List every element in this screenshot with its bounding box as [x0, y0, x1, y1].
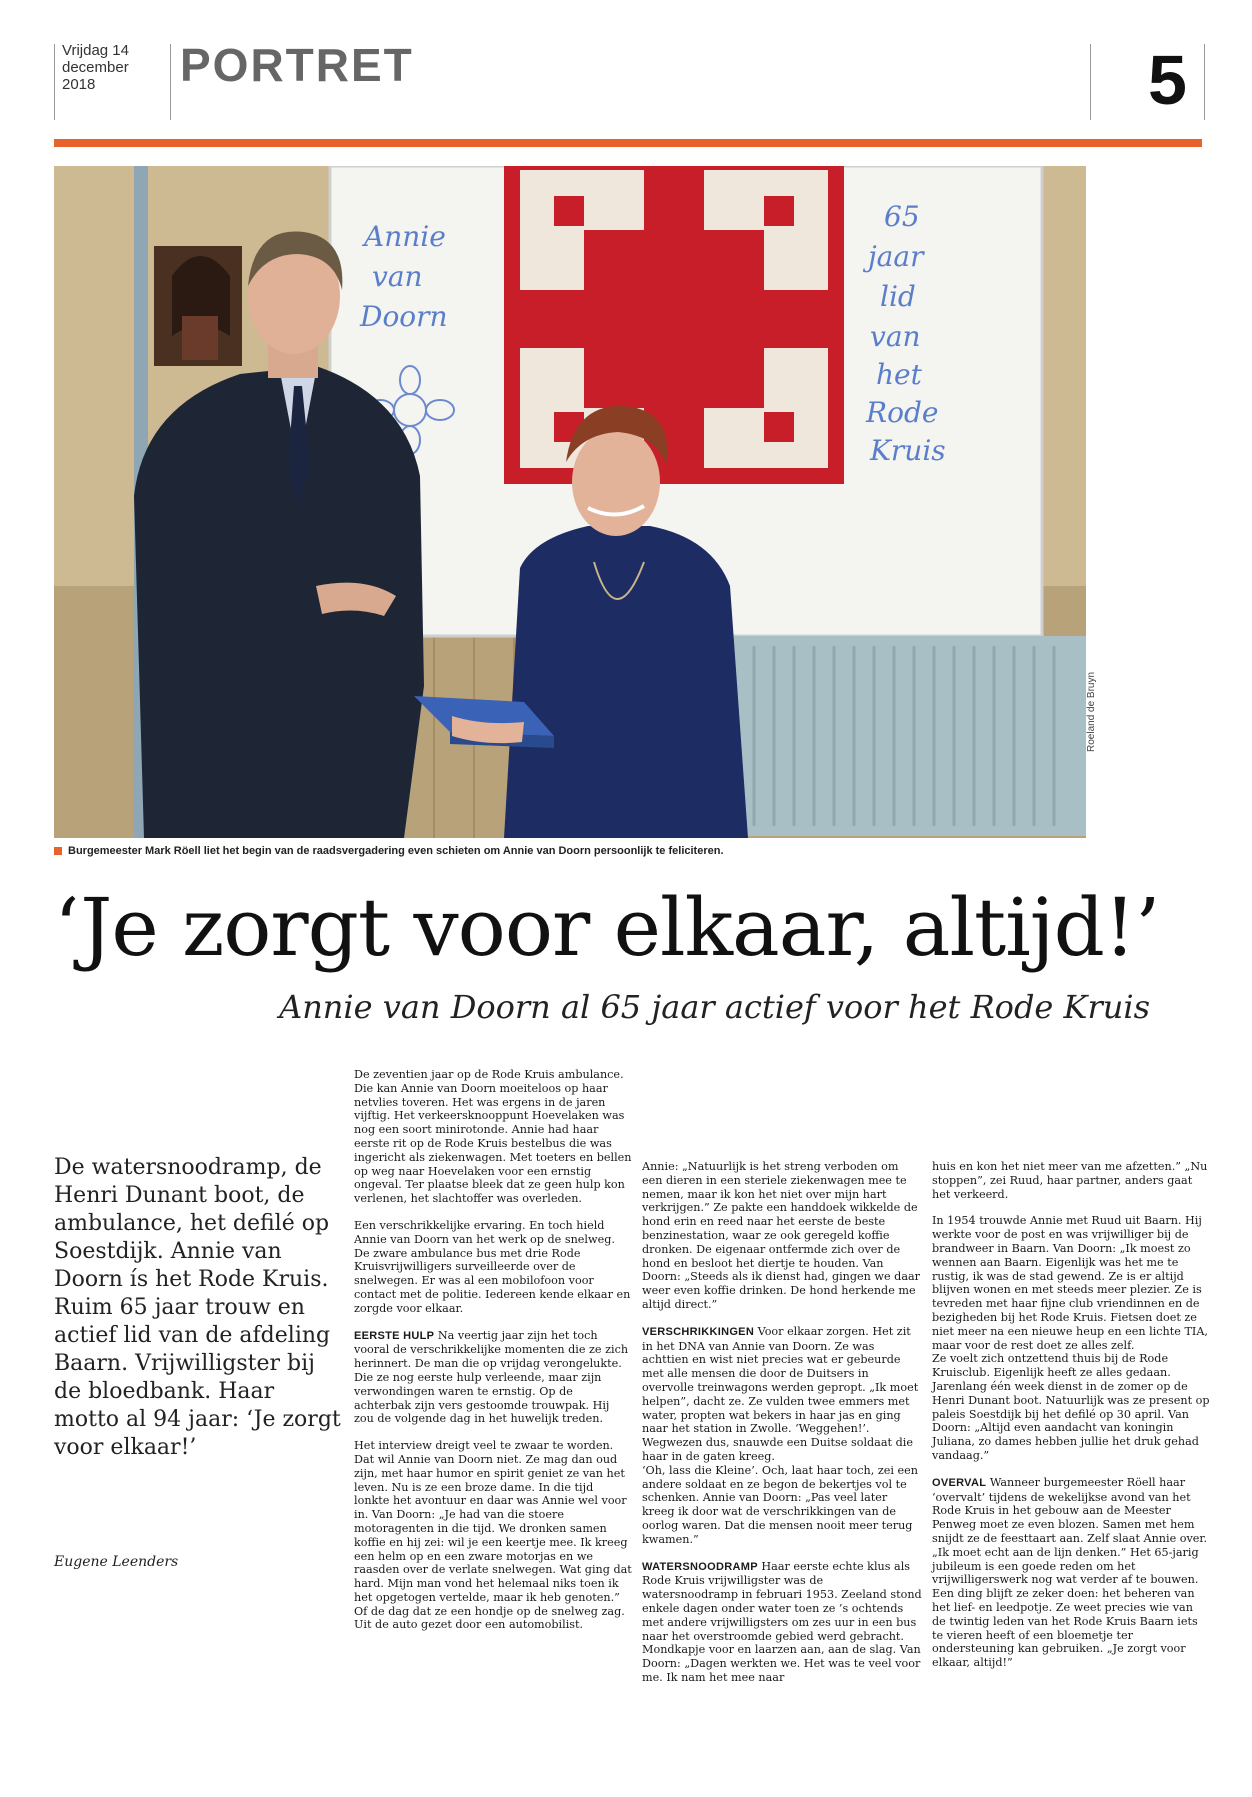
header-divider	[1204, 44, 1205, 120]
header-divider	[1090, 44, 1091, 120]
header-divider	[54, 44, 55, 120]
whiteboard-text-right: Rode	[866, 396, 939, 429]
body-paragraph-with-kicker	[642, 1560, 922, 1685]
photo-caption-text: Burgemeester Mark Röell liet het begin van de raadsvergadering even schieten om Annie van Doorn persoonlijk te feliciteren.	[68, 845, 724, 857]
issue-date-line: december	[62, 59, 129, 76]
section-kicker: VERSCHRIKKINGEN	[642, 1325, 755, 1338]
author-byline: Eugene Leenders	[54, 1554, 179, 1570]
body-column-1	[354, 1068, 632, 1645]
header-divider	[170, 44, 171, 120]
body-paragraph-with-kicker	[642, 1325, 922, 1464]
whiteboard-text-right: het	[876, 358, 922, 391]
body-paragraph: ‘Oh, lass die Kleine’. Och, laat haar toch, zei een andere soldaat en ze begon de bekertjes vol te schenken. Annie van Doorn: „Pas veel later kreeg ik door wat de verschrikkingen van de oorlog waren. Dat die mensen nooit meer terug kwamen.”	[642, 1463, 918, 1546]
body-column-3	[932, 1160, 1210, 1683]
body-paragraph-text: Voor elkaar zorgen. Het zit in het DNA van Annie van Doorn. Ze was achttien en wist niet precies wat er gebeurde met alle mensen die door de Duitsers in overvolle treinwagons werden gepropt. „Ik moet helpen”, dacht ze. Ze vulden twee emmers met water, propten wat bekers in haar jas en ging naar het station in Zwolle. ‘Weggehen!’. Wegwezen dus, snauwde een Duitse soldaat die haar in de gaten kreeg.	[642, 1324, 919, 1463]
body-paragraph: Annie: „Natuurlijk is het streng verboden om een dieren in een steriele ziekenwagen mee te nemen, maar ik kon het niet over mijn hart verkrijgen.” Ze pakte een handdoek wikkelde de hond erin en reed naar het eerste de beste benzinestation, waar ze ook geregeld koffie dronken. De eigenaar ontfermde zich over de hond en besloot het diertje te houden. Van Doorn: „Steeds als ik dienst had, gingen we daar weer even koffie drinken. De hond herkende me altijd direct.”	[642, 1160, 921, 1311]
body-paragraph: Of de dag dat ze een hondje op de snelweg zag. Uit de auto gezet door een automobilist.	[354, 1604, 625, 1632]
whiteboard-text-left: van	[372, 260, 423, 293]
whiteboard-text-right: Kruis	[870, 434, 946, 467]
issue-date-line: Vrijdag 14	[62, 42, 129, 59]
body-paragraph: Een verschrikkelijke ervaring. En toch hield Annie van Doorn van het werk op de snelweg. De zware ambulance bus met drie Rode Kruisvrijwilligers surveilleerde over de snelwegen. Er was al een mobilofoon voor contact met de politie. Iedereen kende elkaar en zorgde voor elkaar.	[354, 1218, 631, 1315]
whiteboard-text-right: van	[870, 320, 921, 353]
section-kicker: EERSTE HULP	[354, 1329, 435, 1342]
headline: ‘Je zorgt voor elkaar, altijd!’	[54, 881, 1160, 974]
whiteboard-text-left: Doorn	[360, 300, 448, 333]
subheadline: Annie van Doorn al 65 jaar actief voor het Rode Kruis	[279, 988, 1150, 1026]
body-column-2	[642, 1160, 922, 1698]
body-paragraph-text: Na veertig jaar zijn het toch vooral de verschrikkelijke momenten die ze zich herinnert. De man die op vrijdag verongelukte. Die ze nog eerste hulp verleende, maar zijn verwondingen waren te ernstig. Op de achterbak zijn vers gestoomde trouwpak. Hij zou de volgende dag in het huwelijk treden.	[354, 1328, 629, 1426]
photo-credit: Roeland de Bruyn	[1086, 671, 1097, 752]
body-paragraph: De zeventien jaar op de Rode Kruis ambulance. Die kan Annie van Doorn moeiteloos op haar netvlies toveren. Het was ergens in de jaren vijftig. Het verkeersknooppunt Hoevelaken was nog een soort minirotonde. Annie had haar eerste rit op de Rode Kruis bestelbus die was ingericht als ziekenwagen. Met toeters en bellen op weg naar Hoevelaken voor een ernstig ongeval. Ter plaatse bleek dat ze geen hulp kon verlenen, het slachtoffer was overleden.	[354, 1068, 632, 1206]
issue-date-line: 2018	[62, 76, 96, 93]
body-paragraph: huis en kon het niet meer van me afzetten.” „Nu stoppen”, zei Ruud, haar partner, anders gaat het verkeerd.	[932, 1160, 1208, 1201]
whiteboard-text-right: lid	[880, 280, 916, 313]
body-paragraph-text: Haar eerste echte klus als Rode Kruis vrijwilligster was de watersnoodramp in februari 1953. Zeeland stond enkele dagen onder water toen ze ’s ochtends met andere vrijwilligsters om zes uur in een bus naar het overstroomde gebied werd gebracht. Mondkapje voor en laarzen aan, aan de slag. Van Doorn: „Dagen werkten we. Het was te veel voor me. Ik nam het mee naar	[642, 1559, 922, 1684]
whiteboard-text-right: jaar	[868, 240, 924, 273]
body-paragraph: In 1954 trouwde Annie met Ruud uit Baarn. Hij werkte voor de post en was vrijwilliger bij de brandweer in Baarn. Van Doorn: „Ik moest zo wennen aan Baarn. Eigenlijk was het me te rustig, ik was de stad gewend. Ze is er altijd blijven wonen en met steeds meer plezier. Ze is tevreden met haar fijne club vriendinnen en de bezigheden bij het Rode Kruis. Fietsen doet ze niet meer na een nieuwe heup en een lichte TIA, maar voor de rest doet ze alles zelf.	[932, 1214, 1208, 1352]
issue-date	[62, 42, 129, 93]
body-paragraph-with-kicker	[354, 1329, 632, 1427]
whiteboard-text-right: 65	[884, 200, 920, 233]
intro-text: De watersnoodramp, de Henri Dunant boot, de ambulance, het defilé op Soestdijk. Annie van Doorn ís het Rode Kruis. Ruim 65 jaar trouw en actief lid van de afdeling Baarn. Vrijwilligster bij de bloedbank. Haar motto al 94 jaar: ‘Je zorgt voor elkaar!’	[54, 1155, 341, 1460]
page-number: 5	[1148, 41, 1187, 119]
section-title: PORTRET	[180, 39, 414, 91]
caption-marker	[54, 847, 62, 855]
body-paragraph-text: Wanneer burgemeester Röell haar ‘overvalt’ tijdens de wekelijkse avond van het Rode Kruis in het gebouw aan de Meester Penweg moet ze even blozen. Samen met hem snijdt ze de feesttaart aan. Zelf slaat Annie over. „Ik moet echt aan de lijn denken.” Het 65-jarig jubileum is een goede reden om het vrijwilligerswerk nog wat verder af te bouwen. Een ding blijft ze zeker doen: het beheren van het lief- en leedpotje. Ze weet precies wie van de twintig leden van het Rode Kruis Baarn iets te vieren heeft of een bloemetje ter ondersteuning kan gebruiken. „Je zorgt voor elkaar, altijd!”	[932, 1475, 1208, 1670]
body-paragraph: Het interview dreigt veel te zwaar te worden. Dat wil Annie van Doorn niet. Ze mag dan oud zijn, met haar humor en spirit geniet ze van het leven. Nu is ze een broze dame. In die tijd lonkte het avontuur en daar was Annie wel voor in. Van Doorn: „Je had van die stoere motoragenten in die tijd. We dronken samen koffie en hij zei: wil je een keertje mee. Ik kreeg een helm op en een zware motorjas en we raasden over de verlate snelwegen. Wat ging dat hard. Mijn man vond het helemaal niks toen ik het opgetogen vertelde, maar ik heb genoten.”	[354, 1439, 632, 1604]
accent-bar	[54, 139, 1202, 147]
section-kicker: OVERVAL	[932, 1476, 987, 1489]
whiteboard-text-left: Annie	[364, 220, 446, 253]
photo-caption	[54, 845, 724, 857]
body-paragraph: Ze voelt zich ontzettend thuis bij de Rode Kruisclub. Eigenlijk heeft ze alles gedaan. Jarenlang één week dienst in de zomer op de Henri Dunant boot. Natuurlijk was ze present op paleis Soestdijk bij het defilé op 30 april. Van Doorn: „Altijd even aandacht van koningin Juliana, zo dames hebben jullie het druk gehad vandaag.”	[932, 1352, 1210, 1462]
article-photo	[54, 166, 1086, 838]
body-paragraph-with-kicker	[932, 1476, 1210, 1670]
photo-illustration	[54, 166, 1086, 838]
section-kicker: WATERSNOODRAMP	[642, 1560, 758, 1573]
